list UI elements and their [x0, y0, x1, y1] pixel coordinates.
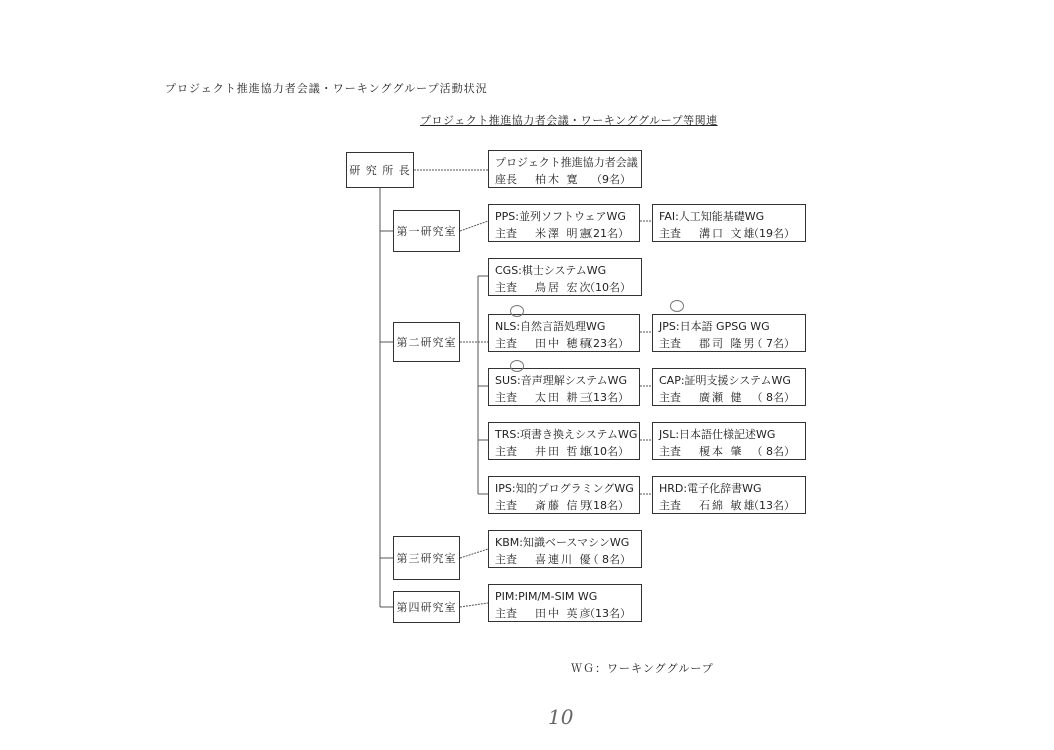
chair-title: 主査: [495, 553, 517, 566]
wg-name: FAI:人工知能基礎WG: [659, 210, 765, 223]
lab-4-box: 第四研究室: [393, 591, 460, 623]
member-count: （13名）: [582, 391, 629, 404]
chair-name: 溝口 文雄: [699, 227, 757, 240]
wg-box: [488, 530, 642, 568]
chair-title: 主査: [659, 227, 681, 240]
wg-box: [488, 258, 642, 296]
chair-title: 主査: [495, 607, 517, 620]
wg-name: CAP:証明支援システムWG: [659, 374, 791, 387]
chair-name: 田中 英彦: [535, 607, 593, 620]
wg-name: HRD:電子化辞書WG: [659, 482, 762, 495]
member-count: （18名）: [582, 499, 629, 512]
chair-title: 主査: [495, 499, 517, 512]
chair-name: 郡司 隆男: [699, 337, 757, 350]
wg-box: [652, 204, 806, 242]
lab-2-box: 第二研究室: [393, 322, 460, 362]
chair-name: 斎藤 信男: [535, 499, 593, 512]
root-director-box: 研 究 所 長: [346, 152, 414, 188]
member-count: （9名）: [591, 173, 631, 186]
wg-name: NLS:自然言語処理WG: [495, 320, 606, 333]
member-count: （13名）: [748, 499, 795, 512]
council-box: [488, 150, 642, 188]
chair-name: 柏木 寛: [535, 173, 580, 186]
lab-1-box: 第一研究室: [393, 210, 460, 252]
wg-box: [488, 204, 640, 242]
page-heading: プロジェクト推進協力者会議・ワーキンググループ活動状況: [165, 82, 488, 95]
wg-box: [488, 584, 642, 622]
lab-3-box: 第三研究室: [393, 536, 460, 580]
wg-name: IPS:知的プログラミングWG: [495, 482, 634, 495]
handwritten-circle-mark: [670, 300, 684, 312]
chair-name: 井田 哲雄: [535, 445, 593, 458]
wg-box: [652, 314, 806, 352]
handwritten-circle-mark: [510, 305, 524, 317]
chair-name: 廣瀬 健: [699, 391, 744, 404]
wg-box: [488, 368, 640, 406]
wg-box: [488, 422, 640, 460]
member-count: （ 8名）: [587, 553, 631, 566]
chair-title: 主査: [495, 337, 517, 350]
wg-box: [652, 368, 806, 406]
chair-title: 主査: [495, 281, 517, 294]
chair-name: 榎本 肇: [699, 445, 744, 458]
footnote: ＷＧ：ワーキンググループ: [571, 662, 714, 675]
chair-name: 太田 耕三: [535, 391, 593, 404]
chair-name: 鳥居 宏次: [535, 281, 593, 294]
page-number: 10: [548, 705, 574, 729]
member-count: （23名）: [582, 337, 629, 350]
chair-title: 座長: [495, 173, 517, 186]
wg-name: KBM:知識ベースマシンWG: [495, 536, 630, 549]
wg-box: [488, 314, 640, 352]
chair-title: 主査: [659, 391, 681, 404]
wg-name: PPS:並列ソフトウェアWG: [495, 210, 626, 223]
chair-title: 主査: [659, 499, 681, 512]
member-count: （10名）: [582, 445, 629, 458]
chair-title: 主査: [659, 337, 681, 350]
wg-name: CGS:棋士システムWG: [495, 264, 607, 277]
member-count: （ 7名）: [751, 337, 795, 350]
chair-title: 主査: [495, 445, 517, 458]
council-name: プロジェクト推進協力者会議: [495, 156, 638, 169]
wg-box: [652, 422, 806, 460]
chair-title: 主査: [495, 227, 517, 240]
wg-name: JPS:日本語 GPSG WG: [659, 320, 770, 333]
member-count: （10名）: [584, 281, 631, 294]
member-count: （ 8名）: [751, 445, 795, 458]
member-count: （19名）: [748, 227, 795, 240]
wg-name: PIM:PIM/M-SIM WG: [495, 590, 598, 603]
wg-name: TRS:項書き換えシステムWG: [495, 428, 638, 441]
chair-title: 主査: [659, 445, 681, 458]
member-count: （21名）: [582, 227, 629, 240]
chair-name: 田中 穂積: [535, 337, 593, 350]
chair-name: 喜連川 優: [535, 553, 593, 566]
chart-title: プロジェクト推進協力者会議・ワーキンググループ等関連: [420, 114, 718, 127]
wg-name: SUS:音声理解システムWG: [495, 374, 628, 387]
wg-name: JSL:日本語仕様記述WG: [659, 428, 776, 441]
handwritten-circle-mark: [510, 360, 524, 372]
chair-title: 主査: [495, 391, 517, 404]
chair-name: 石綿 敏雄: [699, 499, 757, 512]
member-count: （ 8名）: [751, 391, 795, 404]
member-count: （13名）: [584, 607, 631, 620]
wg-box: [488, 476, 640, 514]
wg-box: [652, 476, 806, 514]
chair-name: 米澤 明憲: [535, 227, 593, 240]
